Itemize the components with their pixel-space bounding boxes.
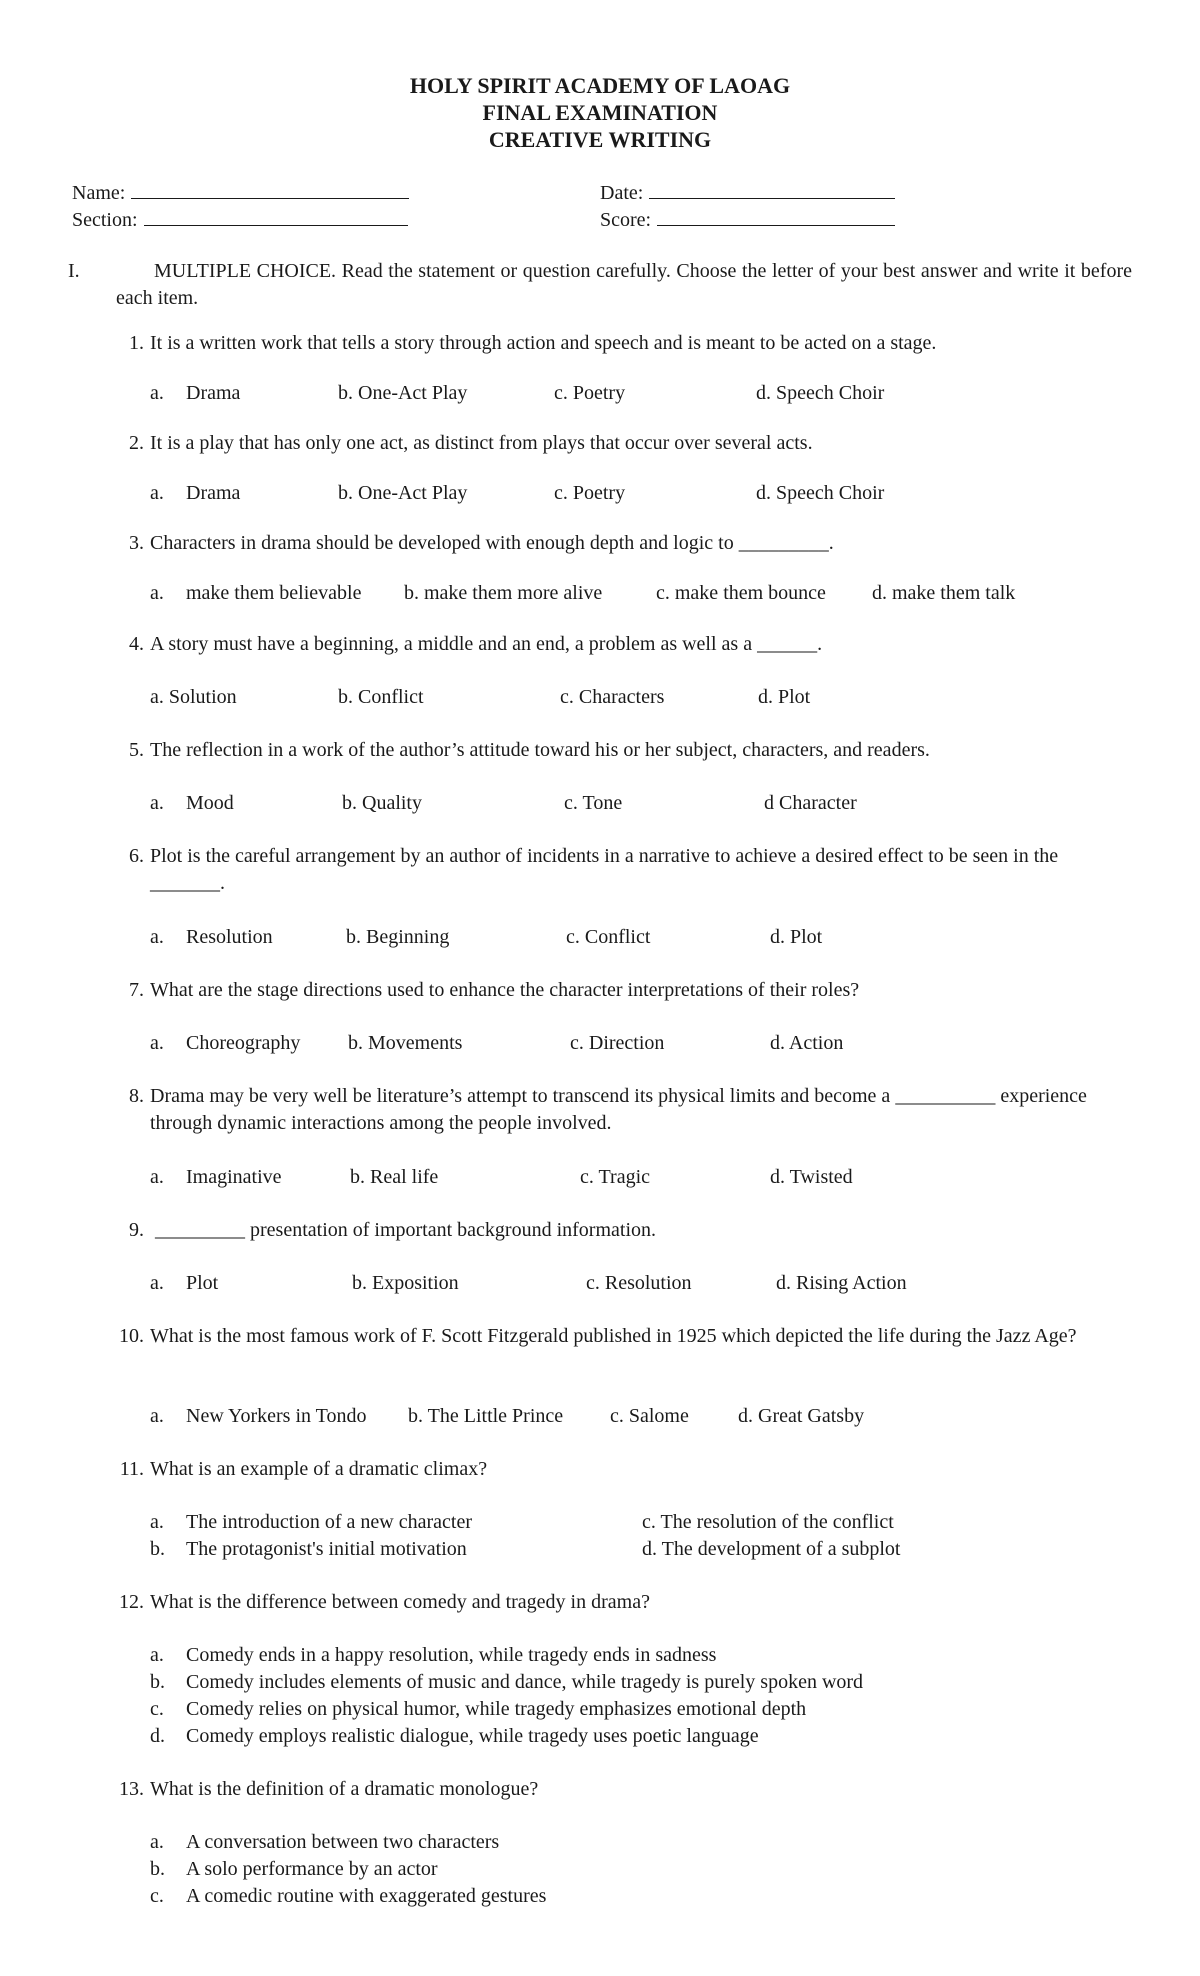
option-a[interactable]: a. Solution [150,686,237,708]
question-number: 7. [129,979,144,1001]
option-c[interactable]: c. Direction [570,1032,665,1054]
option-d[interactable]: d. Great Gatsby [738,1405,865,1427]
option-d[interactable]: d. Speech Choir [756,382,885,404]
question-3 [114,530,1124,557]
question-text: It is a play that has only one act, as distinct from plays that occur over several acts. [150,432,813,454]
question-12 [114,1589,1124,1616]
option-c[interactable]: c. Tone [564,792,623,814]
option-d[interactable]: d. Plot [770,926,823,948]
option-b[interactable]: b. Conflict [338,686,424,708]
question-number: 10. [119,1325,144,1347]
exam-title: FINAL EXAMINATION [482,100,718,125]
question-11 [114,1456,1124,1483]
question-number: 12. [119,1591,144,1613]
option-c[interactable]: c. Tragic [580,1166,650,1188]
option-c[interactable]: c. Conflict [566,926,651,948]
option-c[interactable]: c. Poetry [554,482,626,504]
question-text: What is the most famous work of F. Scott Fitzgerald published in 1925 which depicted the life during the Jazz Age? [150,1325,1077,1347]
question-text: What are the stage directions used to enhance the character interpretations of their roles? [150,979,860,1001]
question-text: A story must have a beginning, a middle and an end, a problem as well as a ______. [150,633,823,655]
question-number: 8. [129,1085,144,1107]
section-label: Section: [72,209,138,231]
option-b[interactable]: b. Comedy includes elements of music and dance, while tragedy is purely spoken word [150,1671,864,1693]
score-field [600,207,895,234]
question-number: 9. [129,1219,144,1241]
date-label: Date: [600,182,644,204]
option-c[interactable]: c. Salome [610,1405,689,1427]
option-d[interactable]: d. Rising Action [776,1272,907,1294]
question-13 [114,1776,1124,1803]
question-number: 4. [129,633,144,655]
option-d[interactable]: d. Action [770,1032,844,1054]
question-text: Drama may be very well be literature’s attempt to transcend its physical limits and become a __________ experience through dynamic interactions among the people involved. [150,1085,1087,1134]
section-field [72,207,408,234]
option-c[interactable]: c. make them bounce [656,582,826,604]
option-a[interactable]: a. Choreography [150,1032,301,1054]
date-blank-line[interactable] [649,180,895,199]
option-d[interactable]: d. make them talk [872,582,1016,604]
name-field [72,180,409,207]
option-d[interactable]: d. Speech Choir [756,482,885,504]
section-text: MULTIPLE CHOICE. Read the statement or question carefully. Choose the letter of your best answer and write it before each item. [116,260,1132,309]
question-10 [114,1323,1124,1350]
option-b[interactable]: b. make them more alive [404,582,603,604]
option-d[interactable]: d. Plot [758,686,811,708]
option-c[interactable]: c. Comedy relies on physical humor, while tragedy emphasizes emotional depth [150,1698,807,1720]
question-text: What is an example of a dramatic climax? [150,1458,488,1480]
option-c[interactable]: c. Poetry [554,382,626,404]
score-label: Score: [600,209,652,231]
option-a[interactable]: a. Mood [150,792,234,814]
score-blank-line[interactable] [657,207,895,226]
option-c[interactable]: c. The resolution of the conflict [642,1511,894,1533]
option-c[interactable]: c. Characters [560,686,665,708]
option-d[interactable]: d. Twisted [770,1166,853,1188]
question-9 [114,1217,1124,1244]
option-b[interactable]: b. Real life [350,1166,439,1188]
question-4 [114,631,1124,658]
option-b[interactable]: b. Movements [348,1032,463,1054]
school-name: HOLY SPIRIT ACADEMY OF LAOAG [409,73,791,98]
option-c[interactable]: c. Resolution [586,1272,692,1294]
question-text: Characters in drama should be developed with enough depth and logic to _________. [150,532,834,554]
option-a[interactable]: a. Drama [150,482,241,504]
option-c[interactable]: c. A comedic routine with exaggerated gestures [150,1885,547,1907]
option-d[interactable]: d Character [764,792,857,814]
option-d[interactable]: d. The development of a subplot [642,1538,901,1560]
option-a[interactable]: a. A conversation between two characters [150,1831,500,1853]
option-b[interactable]: b. One-Act Play [338,382,468,404]
question-text: It is a written work that tells a story through action and speech and is meant to be acted on a stage. [150,332,937,354]
question-number: 2. [129,432,144,454]
question-7 [114,977,1124,1004]
question-2 [114,430,1124,457]
name-blank-line[interactable] [131,180,409,199]
option-b[interactable]: b. The protagonist's initial motivation [150,1538,467,1560]
option-b[interactable]: b. The Little Prince [408,1405,564,1427]
option-b[interactable]: b. One-Act Play [338,482,468,504]
section-instructions [68,258,1132,312]
option-a[interactable]: a. Comedy ends in a happy resolution, while tragedy ends in sadness [150,1644,717,1666]
option-b[interactable]: b. A solo performance by an actor [150,1858,438,1880]
question-text: What is the definition of a dramatic monologue? [150,1778,539,1800]
question-number: 13. [119,1778,144,1800]
option-b[interactable]: b. Beginning [346,926,450,948]
name-label: Name: [72,182,126,204]
option-a[interactable]: a. Imaginative [150,1166,282,1188]
option-a[interactable]: a. Resolution [150,926,273,948]
subject-title: CREATIVE WRITING [488,127,712,152]
question-5 [114,737,1124,764]
question-13-options [150,1829,1130,1910]
section-blank-line[interactable] [144,207,408,226]
option-a[interactable]: a. Plot [150,1272,219,1294]
option-a[interactable]: a. New Yorkers in Tondo [150,1405,367,1427]
question-8 [114,1083,1124,1137]
question-text: What is the difference between comedy and tragedy in drama? [150,1591,650,1613]
question-1 [114,330,1124,357]
option-b[interactable]: b. Exposition [352,1272,459,1294]
option-a[interactable]: a. make them believable [150,582,362,604]
question-6 [114,843,1124,897]
question-text: _________ presentation of important background information. [150,1219,657,1241]
question-number: 3. [129,532,144,554]
option-a[interactable]: a. The introduction of a new character [150,1511,472,1533]
date-field [600,180,895,207]
option-d[interactable]: d. Comedy employs realistic dialogue, while tragedy uses poetic language [150,1725,759,1747]
question-number: 1. [129,332,144,354]
question-12-options [150,1642,1130,1750]
question-text: The reflection in a work of the author’s attitude toward his or her subject, characters, and readers. [150,739,930,761]
question-text: Plot is the careful arrangement by an author of incidents in a narrative to achieve a desired effect to be seen in the _______. [150,845,1059,894]
question-number: 5. [129,739,144,761]
question-number: 11. [119,1458,144,1480]
section-number: I. [68,260,80,282]
option-a[interactable]: a. Drama [150,382,241,404]
exam-header [0,72,1200,153]
question-number: 6. [129,845,144,867]
option-b[interactable]: b. Quality [342,792,422,814]
